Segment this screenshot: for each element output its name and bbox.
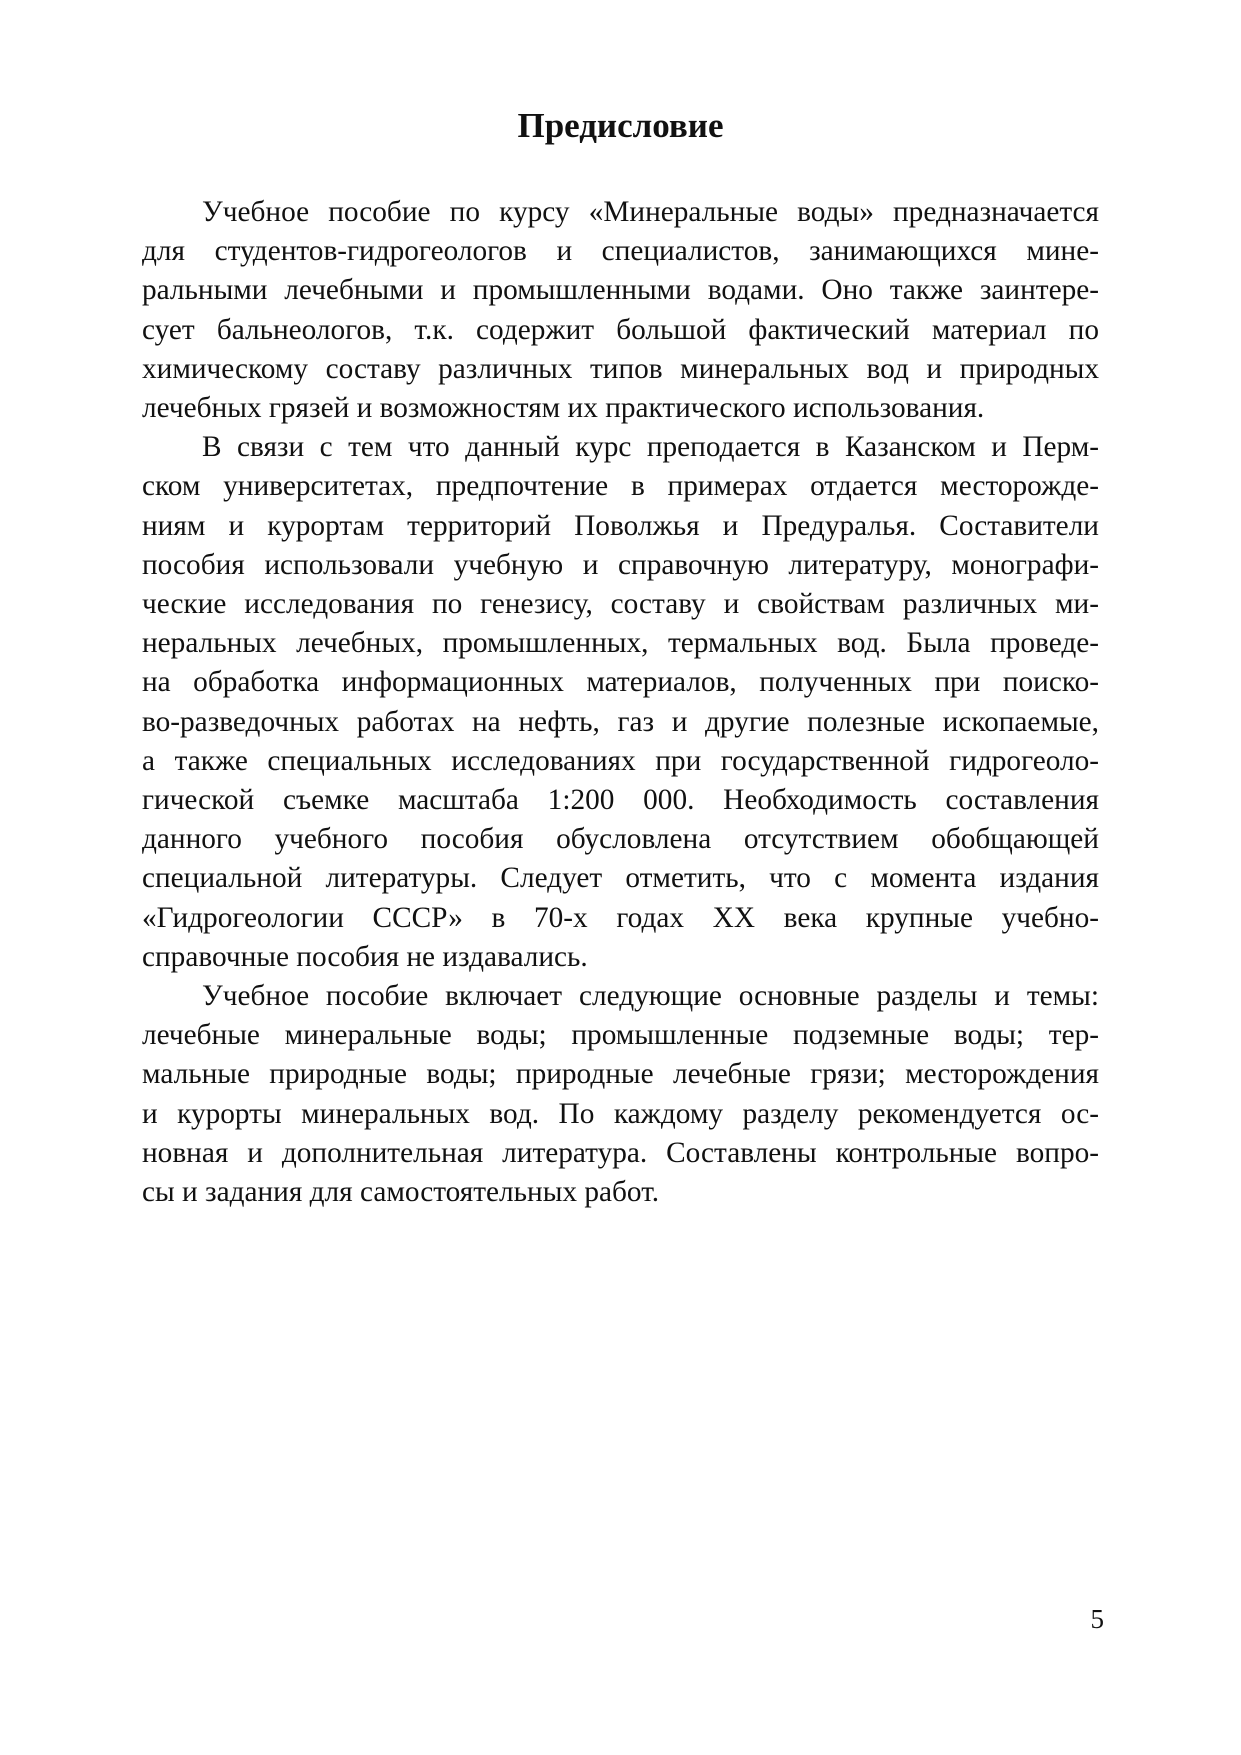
paragraph-3 (142, 977, 1099, 1212)
text-line: ральными лечебными и промышленными водами. Оно также заинтере- (142, 274, 1099, 307)
text-line: сует бальнеологов, т.к. содержит большой фактический материал по (142, 313, 1099, 346)
text-line: на обработка информационных материалов, полученных при поиско- (142, 666, 1099, 699)
text-line: Учебное пособие по курсу «Минеральные воды» предназначается (202, 196, 1099, 228)
page-title: Предисловие (517, 106, 724, 145)
text-line: новная и дополнительная литература. Составлены контрольные вопро- (142, 1136, 1099, 1169)
text-line: ческие исследования по генезису, составу и свойствам различных ми- (142, 588, 1099, 621)
text-line: для студентов-гидрогеологов и специалистов, занимающихся мине- (142, 235, 1099, 268)
text-line: гической съемке масштаба 1:200 000. Необходимость составления (142, 784, 1099, 817)
text-line: лечебных грязей и возможностям их практического использования. (142, 392, 985, 425)
text-line: пособия использовали учебную и справочную литературу, монографи- (142, 548, 1099, 581)
text-line: лечебные минеральные воды; промышленные подземные воды; тер- (142, 1019, 1099, 1052)
text-line: а также специальных исследованиях при государственной гидрогеоло- (142, 744, 1099, 777)
text-line: справочные пособия не издавались. (142, 940, 588, 973)
text-line: специальной литературы. Следует отметить, что с момента издания (142, 862, 1099, 895)
paragraph-2 (142, 428, 1099, 977)
text-line: во-разведочных работах на нефть, газ и другие полезные ископаемые, (142, 705, 1099, 738)
text-line: ском университетах, предпочтение в примерах отдается месторожде- (142, 470, 1099, 503)
text-line: и курорты минеральных вод. По каждому разделу рекомендуется ос- (142, 1097, 1099, 1130)
paragraph-1 (142, 193, 1099, 428)
text-line: В связи с тем что данный курс преподается в Казанском и Перм- (202, 431, 1099, 464)
text-line: неральных лечебных, промышленных, термальных вод. Была проведе- (142, 627, 1099, 660)
text-line: химическому составу различных типов минеральных вод и природных (142, 352, 1099, 385)
text-line: мальные природные воды; природные лечебные грязи; месторождения (142, 1058, 1099, 1091)
text-line: ниям и курортам территорий Поволжья и Предуралья. Составители (142, 509, 1099, 542)
text-line: сы и задания для самостоятельных работ. (142, 1176, 660, 1209)
body-text (142, 193, 1099, 1212)
text-line: данного учебного пособия обусловлена отсутствием обобщающей (142, 823, 1099, 856)
text-line: «Гидрогеологии СССР» в 70-х годах XX века крупные учебно- (142, 901, 1099, 934)
text-line: Учебное пособие включает следующие основные разделы и темы: (202, 980, 1099, 1013)
page-number: 5 (1090, 1604, 1104, 1634)
